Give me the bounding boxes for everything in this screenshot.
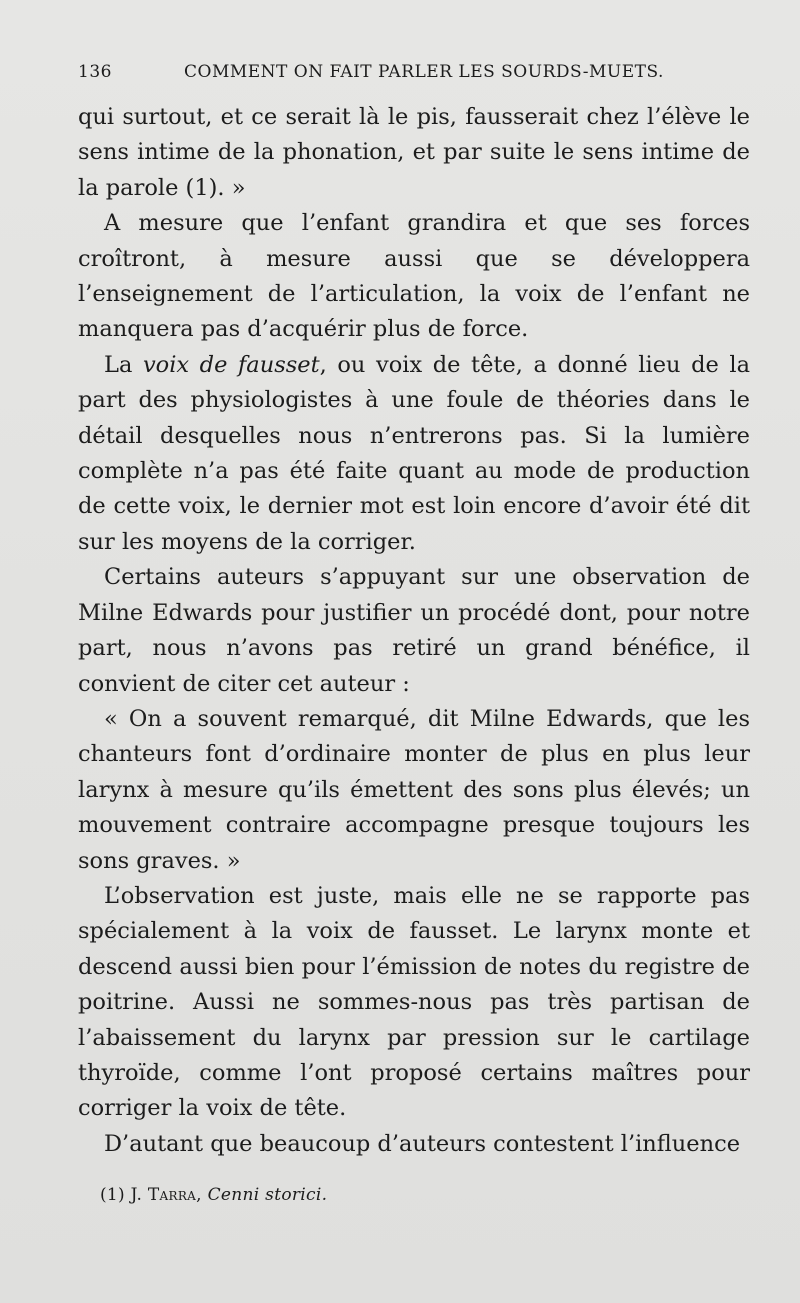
running-head <box>78 62 748 86</box>
footnote <box>100 1185 740 1205</box>
paragraph-enfant-grandira: A mesure que l’enfant grandira et que ses forces croîtront, à mesure aussi que se développera l’enseignement de l’articulation, la voix de l’enfant ne manquera pas d’acquérir plus de force. <box>78 210 750 343</box>
footnote-author: Tarra <box>147 1185 197 1205</box>
body-text <box>78 100 750 1162</box>
page-number: 136 <box>78 62 112 82</box>
paragraph-prefix: La <box>104 351 143 378</box>
paragraph-observation-juste: L’observation est juste, mais elle ne se rapporte pas spécialement à la voix de fausset. Le larynx monte et descend aussi bien pour l’émission de notes du registre de poitrine. Aussi ne sommes-nous pas très partisan de l’abaissement du larynx par pression sur le cartilage thyroïde, comme l’ont proposé certains maîtres pour corriger la voix de tête. <box>78 882 750 1122</box>
paragraph-certains-auteurs: Certains auteurs s’appuyant sur une observation de Milne Edwards pour justifier un procédé dont, pour notre part, nous n’avons pas retiré un grand bénéfice, il convient de citer cet auteur : <box>78 564 750 697</box>
paragraph-voix-de-fausset <box>78 348 750 560</box>
footnote-marker: (1) J. <box>100 1185 148 1205</box>
emphasis-voix-de-fausset: voix de fausset <box>142 351 320 378</box>
paragraph-dautant: D’autant que beaucoup d’auteurs contestent l’influence <box>104 1130 741 1157</box>
paragraph-rest: , ou voix de tête, a donné lieu de la part des physiologistes à une foule de théories dans le détail desquelles nous n’entrerons pas. Si la lumière complète n’a pas été faite quant au mode de production de cette voix, le dernier mot est loin encore d’avoir été dit sur les moyens de la corriger. <box>78 351 750 555</box>
paragraph-continuation: qui surtout, et ce serait là le pis, fausserait chez l’élève le sens intime de la phonation, et par suite le sens intime de la parole (1). » <box>78 104 750 201</box>
running-title: COMMENT ON FAIT PARLER LES SOURDS-MUETS. <box>184 62 664 82</box>
footnote-title: Cenni storici. <box>207 1185 328 1205</box>
paragraph-quotation-milne-edwards: « On a souvent remarqué, dit Milne Edwards, que les chanteurs font d’ordinaire monter de plus en plus leur larynx à mesure qu’ils émettent des sons plus élevés; un mouvement contraire accompagne presque toujours les sons graves. » <box>78 705 750 874</box>
footnote-separator: , <box>196 1185 208 1205</box>
